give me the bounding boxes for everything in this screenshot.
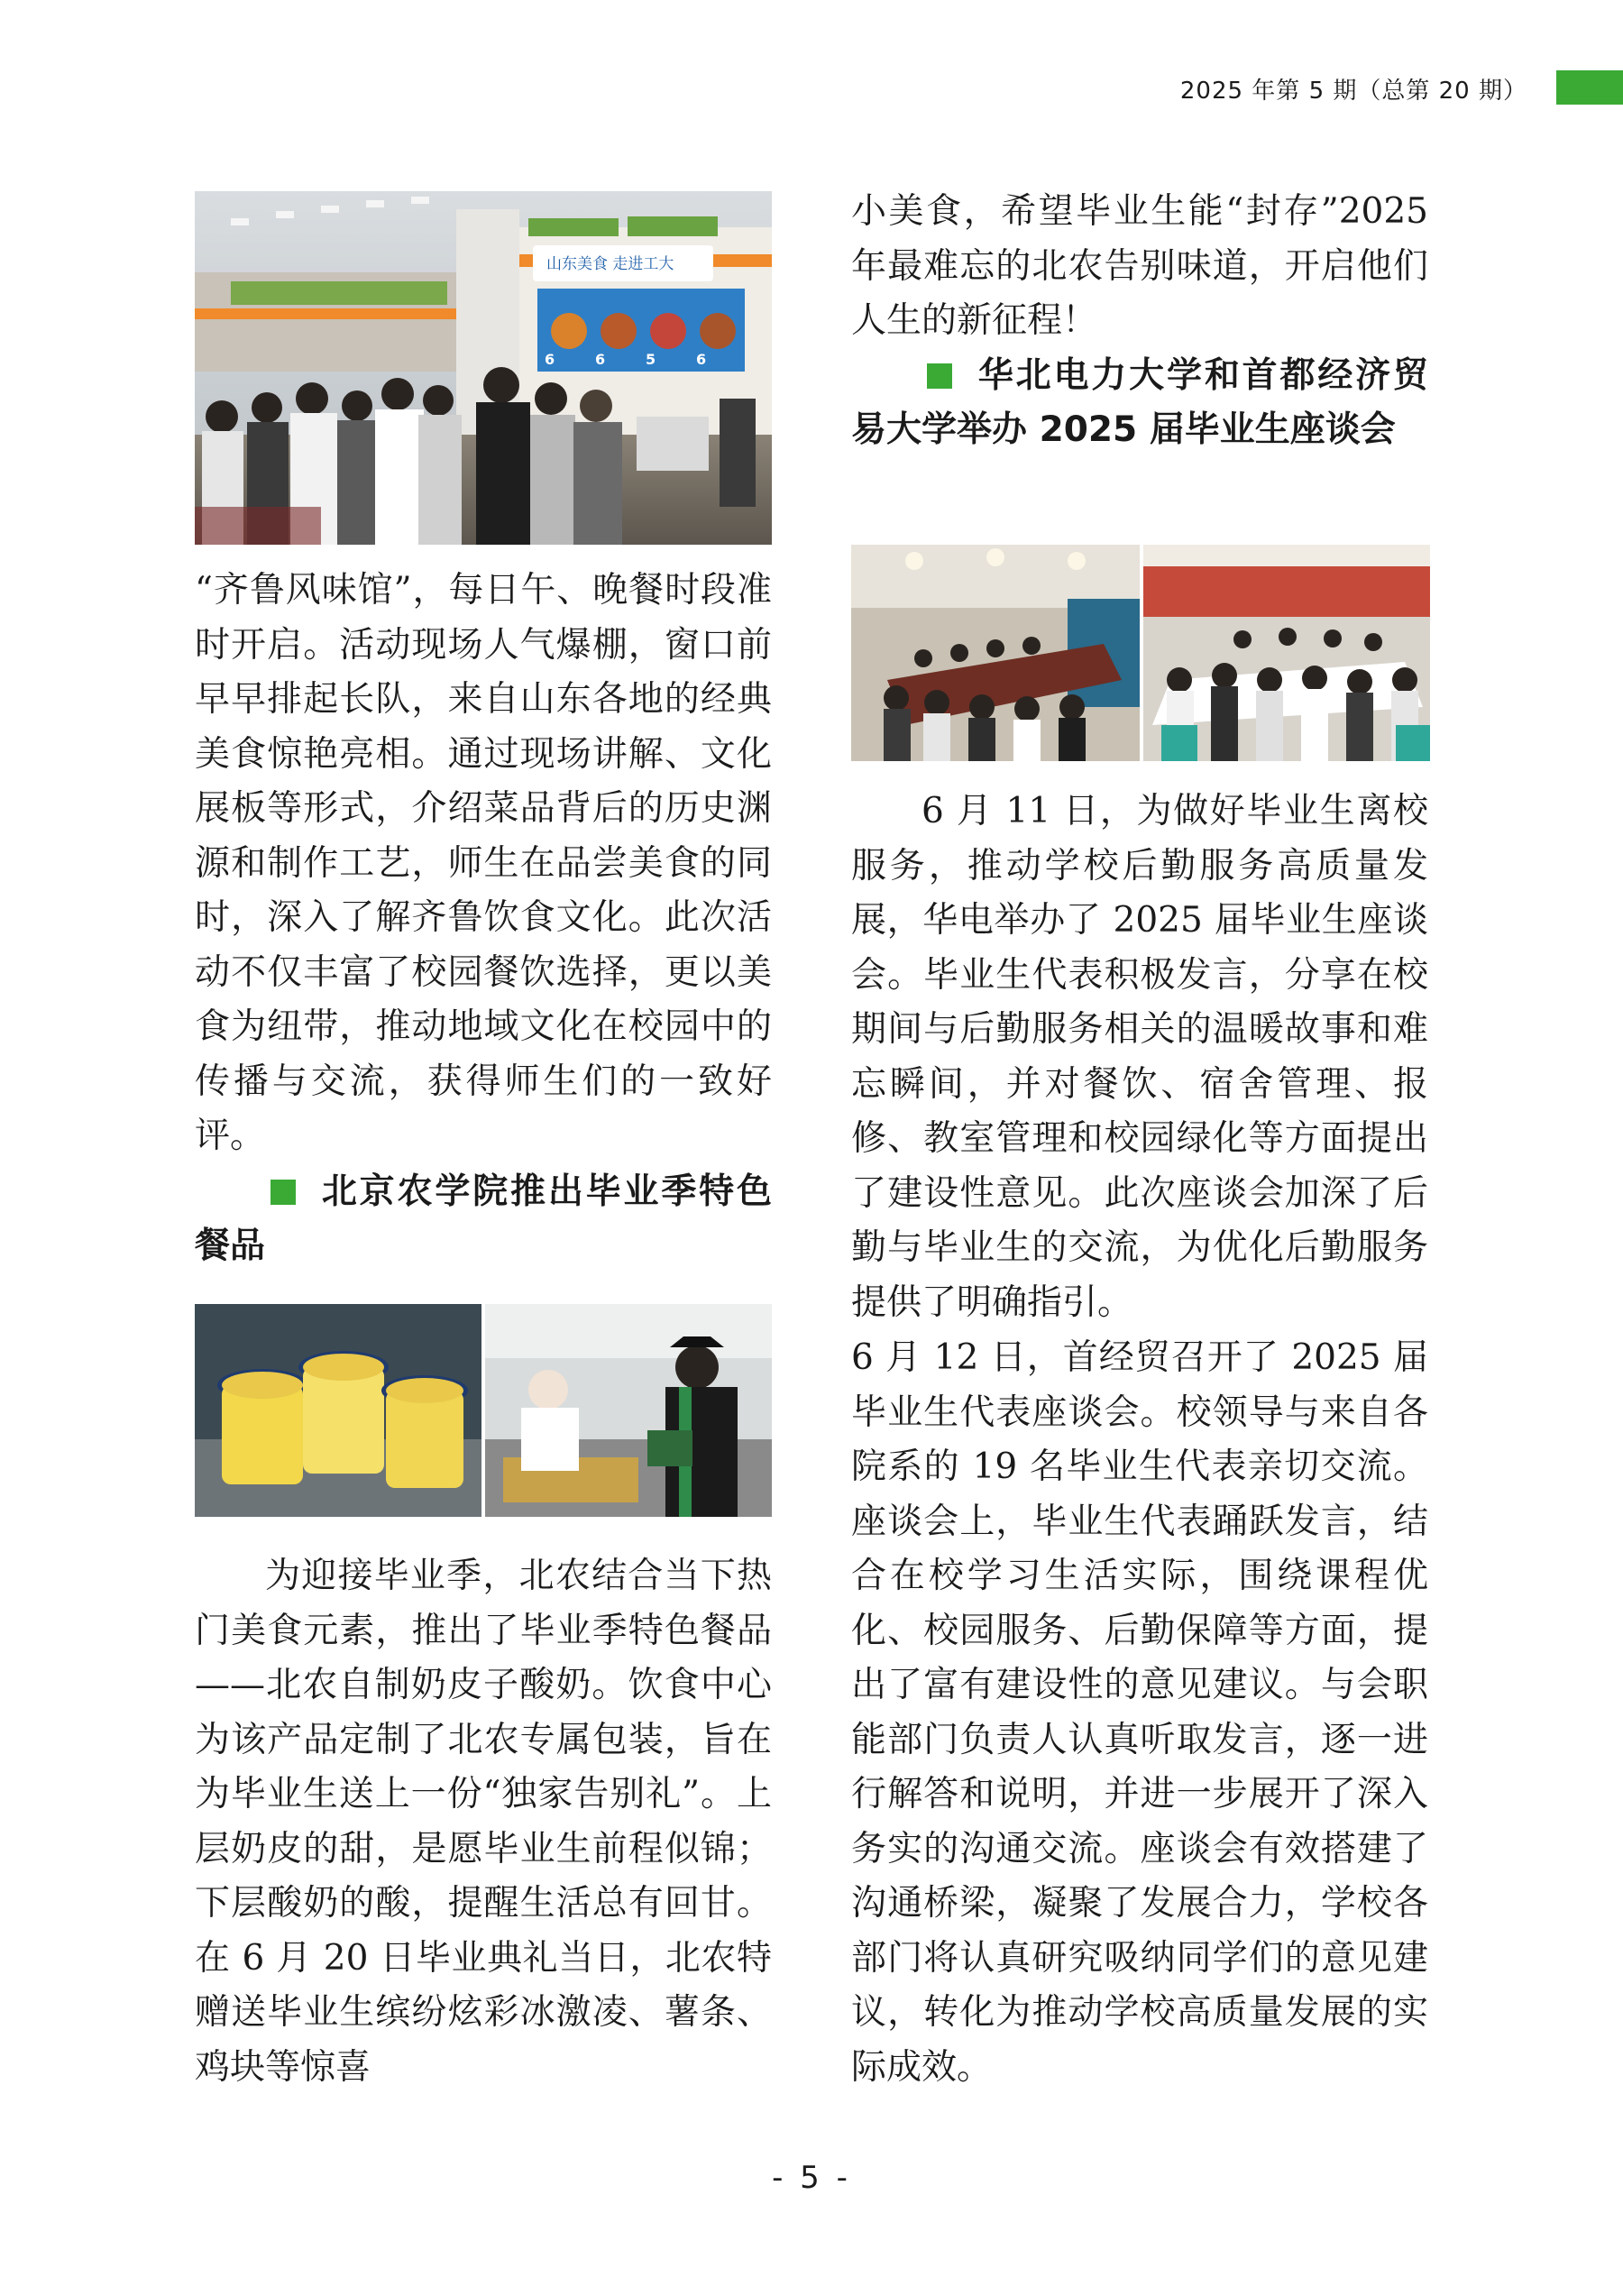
canteen-queue-illustration — [195, 191, 772, 545]
right-paragraph-2: 6 月 12 日，首经贸召开了 2025 届毕业生代表座谈会。校领导与来自各院系的 19 名毕业生代表亲切交流。座谈会上，毕业生代表踊跃发言，结合在校学习生活实际，围绕课程优化、校园服务、后勤保障等方面，提出了富有建设性的意见建议。与会职能部门负责人认真听取发言，逐一进行解答和说明，并进一步展开了深入务实的沟通交流。座谈会有效搭建了沟通桥梁，凝聚了发展合力，学校各部门将认真研究吸纳同学们的意见建议，转化为推动学校高质量发展的实际成效。 — [851, 1337, 1428, 2088]
left-paragraph-1: “齐鲁风味馆”，每日午、晚餐时段准时开启。活动现场人气爆棚，窗口前早早排起长队，来自山东各地的经典美食惊艳亮相。通过现场讲解、文化展板等形式，介绍菜品背后的历史渊源和制作工艺，师生在品尝美食的同时，深入了解齐鲁饮食文化。此次活动不仅丰富了校园餐饮选择，更以美食为纽带，推动地域文化在校园中的传播与交流，获得师生们的一致好评。 — [195, 570, 772, 1156]
price-tag-1: 6 — [545, 351, 555, 368]
page-number: - 5 - — [772, 2160, 851, 2196]
left-paragraph-2: 为迎接毕业季，北农结合当下热门美食元素，推出了毕业季特色餐品——北农自制奶皮子酸奶。饮食中心为该产品定制了北农专属包装，旨在为毕业生送上一份“独家告别礼”。上层奶皮的甜，是愿毕业生前程似锦；下层酸奶的酸，提醒生活总有回甘。在 6 月 20 日毕业典礼当日，北农特赠送毕业生缤纷炫彩冰激凌、薯条、鸡块等惊喜 — [195, 1556, 772, 2088]
graduate-canteen-illustration — [485, 1304, 772, 1517]
meeting-room-2-illustration — [1143, 545, 1430, 761]
section-title-bua-text: 北京农学院推出毕业季特色餐品 — [195, 1171, 772, 1266]
right-paragraph-0: 小美食，希望毕业生能“封存”2025 年最难忘的北农告别味道，开启他们人生的新征程！ — [851, 191, 1428, 341]
price-tag-2: 6 — [595, 351, 606, 368]
green-square-bullet — [270, 1180, 296, 1205]
photo-yogurt-cups — [195, 1304, 481, 1517]
photo-canteen-queue — [195, 191, 772, 545]
meeting-room-1-illustration — [851, 545, 1140, 761]
green-square-bullet — [927, 363, 952, 389]
section-title-bua — [195, 1165, 772, 1273]
section-title-ncepu-cueb-text: 华北电力大学和首都经济贸易大学举办 2025 届毕业生座谈会 — [851, 355, 1428, 450]
photo-graduate-canteen — [485, 1304, 772, 1517]
header-accent-bar — [1556, 70, 1623, 105]
price-tag-3: 5 — [646, 351, 656, 368]
issue-label: 2025 年第 5 期（总第 20 期） — [1179, 78, 1527, 105]
yogurt-cups-illustration — [195, 1304, 481, 1517]
photo-meeting-room-2 — [1143, 545, 1430, 761]
photo-meeting-room-1 — [851, 545, 1140, 761]
section-title-ncepu-cueb — [851, 349, 1428, 457]
price-tag-4: 6 — [696, 351, 707, 368]
canteen-sign-text: 山东美食 走进工大 — [546, 255, 674, 273]
right-paragraph-1: 6 月 11 日，为做好毕业生离校服务，推动学校后勤服务高质量发展，华电举办了 2025 届毕业生座谈会。毕业生代表积极发言，分享在校期间与后勤服务相关的温暖故事和难忘瞬间，并对餐饮、宿舍管理、报修、教室管理和校园绿化等方面提出了建设性意见。此次座谈会加深了后勤与毕业生的交流，为优化后勤服务提供了明确指引。 — [851, 791, 1428, 1323]
